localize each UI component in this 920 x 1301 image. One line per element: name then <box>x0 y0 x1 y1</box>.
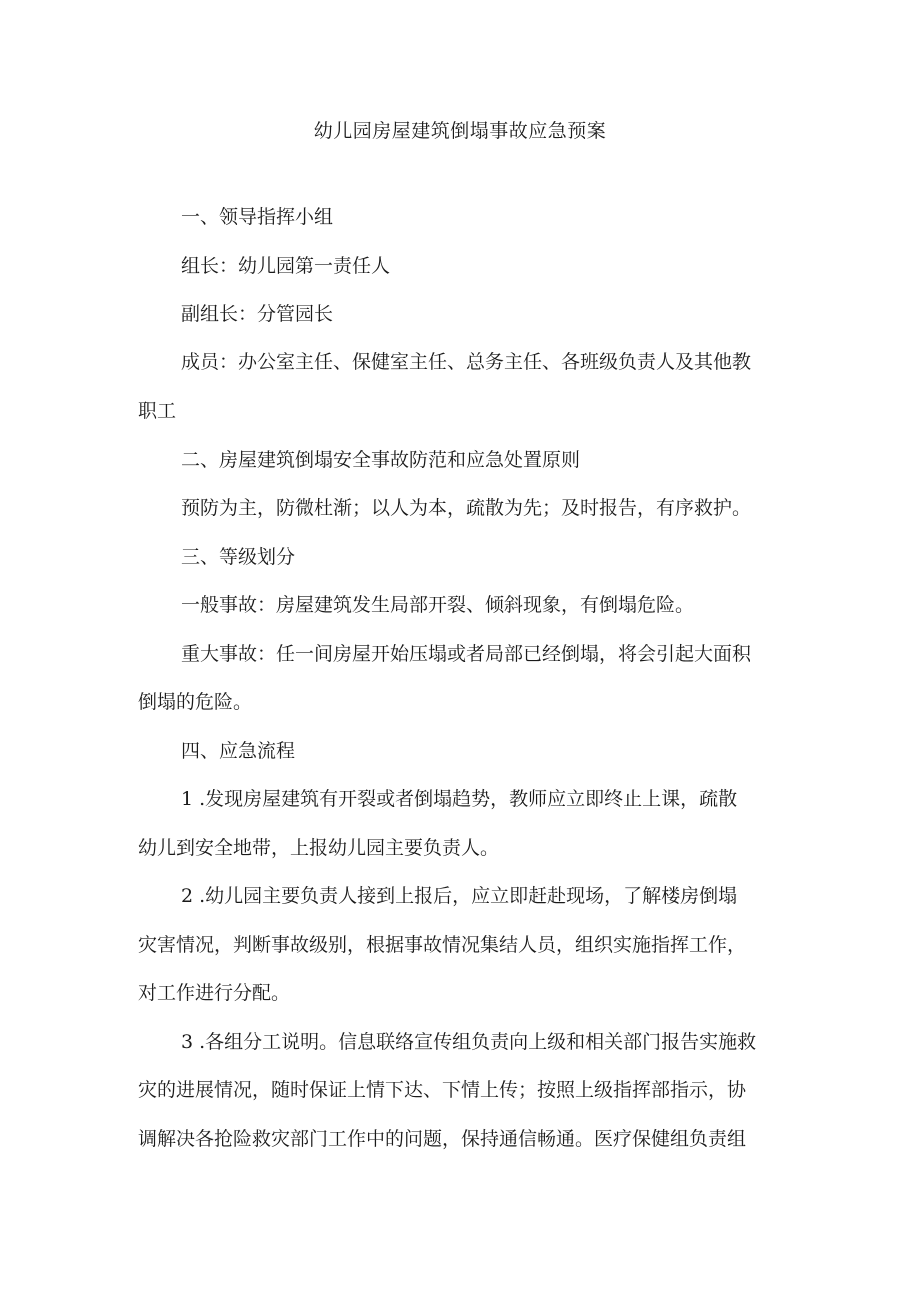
text-line: 1 .发现房屋建筑有开裂或者倒塌趋势，教师应立即终止上课，疏散 <box>181 788 738 810</box>
text-line: 预防为主，防微杜渐；以人为本，疏散为先；及时报告，有序救护。 <box>181 497 752 519</box>
text-line: 职工 <box>138 400 177 422</box>
text-line: 副组长：分管园长 <box>181 303 334 325</box>
text-line: 幼儿到安全地带，上报幼儿园主要负责人。 <box>138 837 500 859</box>
text-line: 倒塌的危险。 <box>138 691 253 713</box>
section-heading-2: 二、房屋建筑倒塌安全事故防范和应急处置原则 <box>181 449 581 471</box>
text-line: 3 .各组分工说明。信息联络宣传组负责向上级和相关部门报告实施救 <box>181 1031 757 1053</box>
text-line: 成员：办公室主任、保健室主任、总务主任、各班级负责人及其他教 <box>181 351 752 373</box>
text-line: 调解决各抢险救灾部门工作中的问题，保持通信畅通。医疗保健组负责组 <box>138 1128 747 1150</box>
text-line: 对工作进行分配。 <box>138 982 291 1004</box>
section-heading-3: 三、等级划分 <box>181 546 296 568</box>
text-line: 重大事故：任一间房屋开始压塌或者局部已经倒塌，将会引起大面积 <box>181 643 752 665</box>
section-heading-4: 四、应急流程 <box>181 740 296 762</box>
text-line: 灾害情况，判断事故级别，根据事故情况集结人员，组织实施指挥工作， <box>138 934 747 956</box>
text-line: 灾的进展情况，随时保证上情下达、下情上传；按照上级指挥部指示，协 <box>138 1079 747 1101</box>
text-line: 一般事故：房屋建筑发生局部开裂、倾斜现象，有倒塌危险。 <box>181 594 695 616</box>
text-line: 组长：幼儿园第一责任人 <box>181 255 391 277</box>
page-title: 幼儿园房屋建筑倒塌事故应急预案 <box>313 120 607 142</box>
section-heading-1: 一、领导指挥小组 <box>181 206 334 228</box>
text-line: 2 .幼儿园主要负责人接到上报后，应立即赶赴现场，了解楼房倒塌 <box>181 885 738 907</box>
